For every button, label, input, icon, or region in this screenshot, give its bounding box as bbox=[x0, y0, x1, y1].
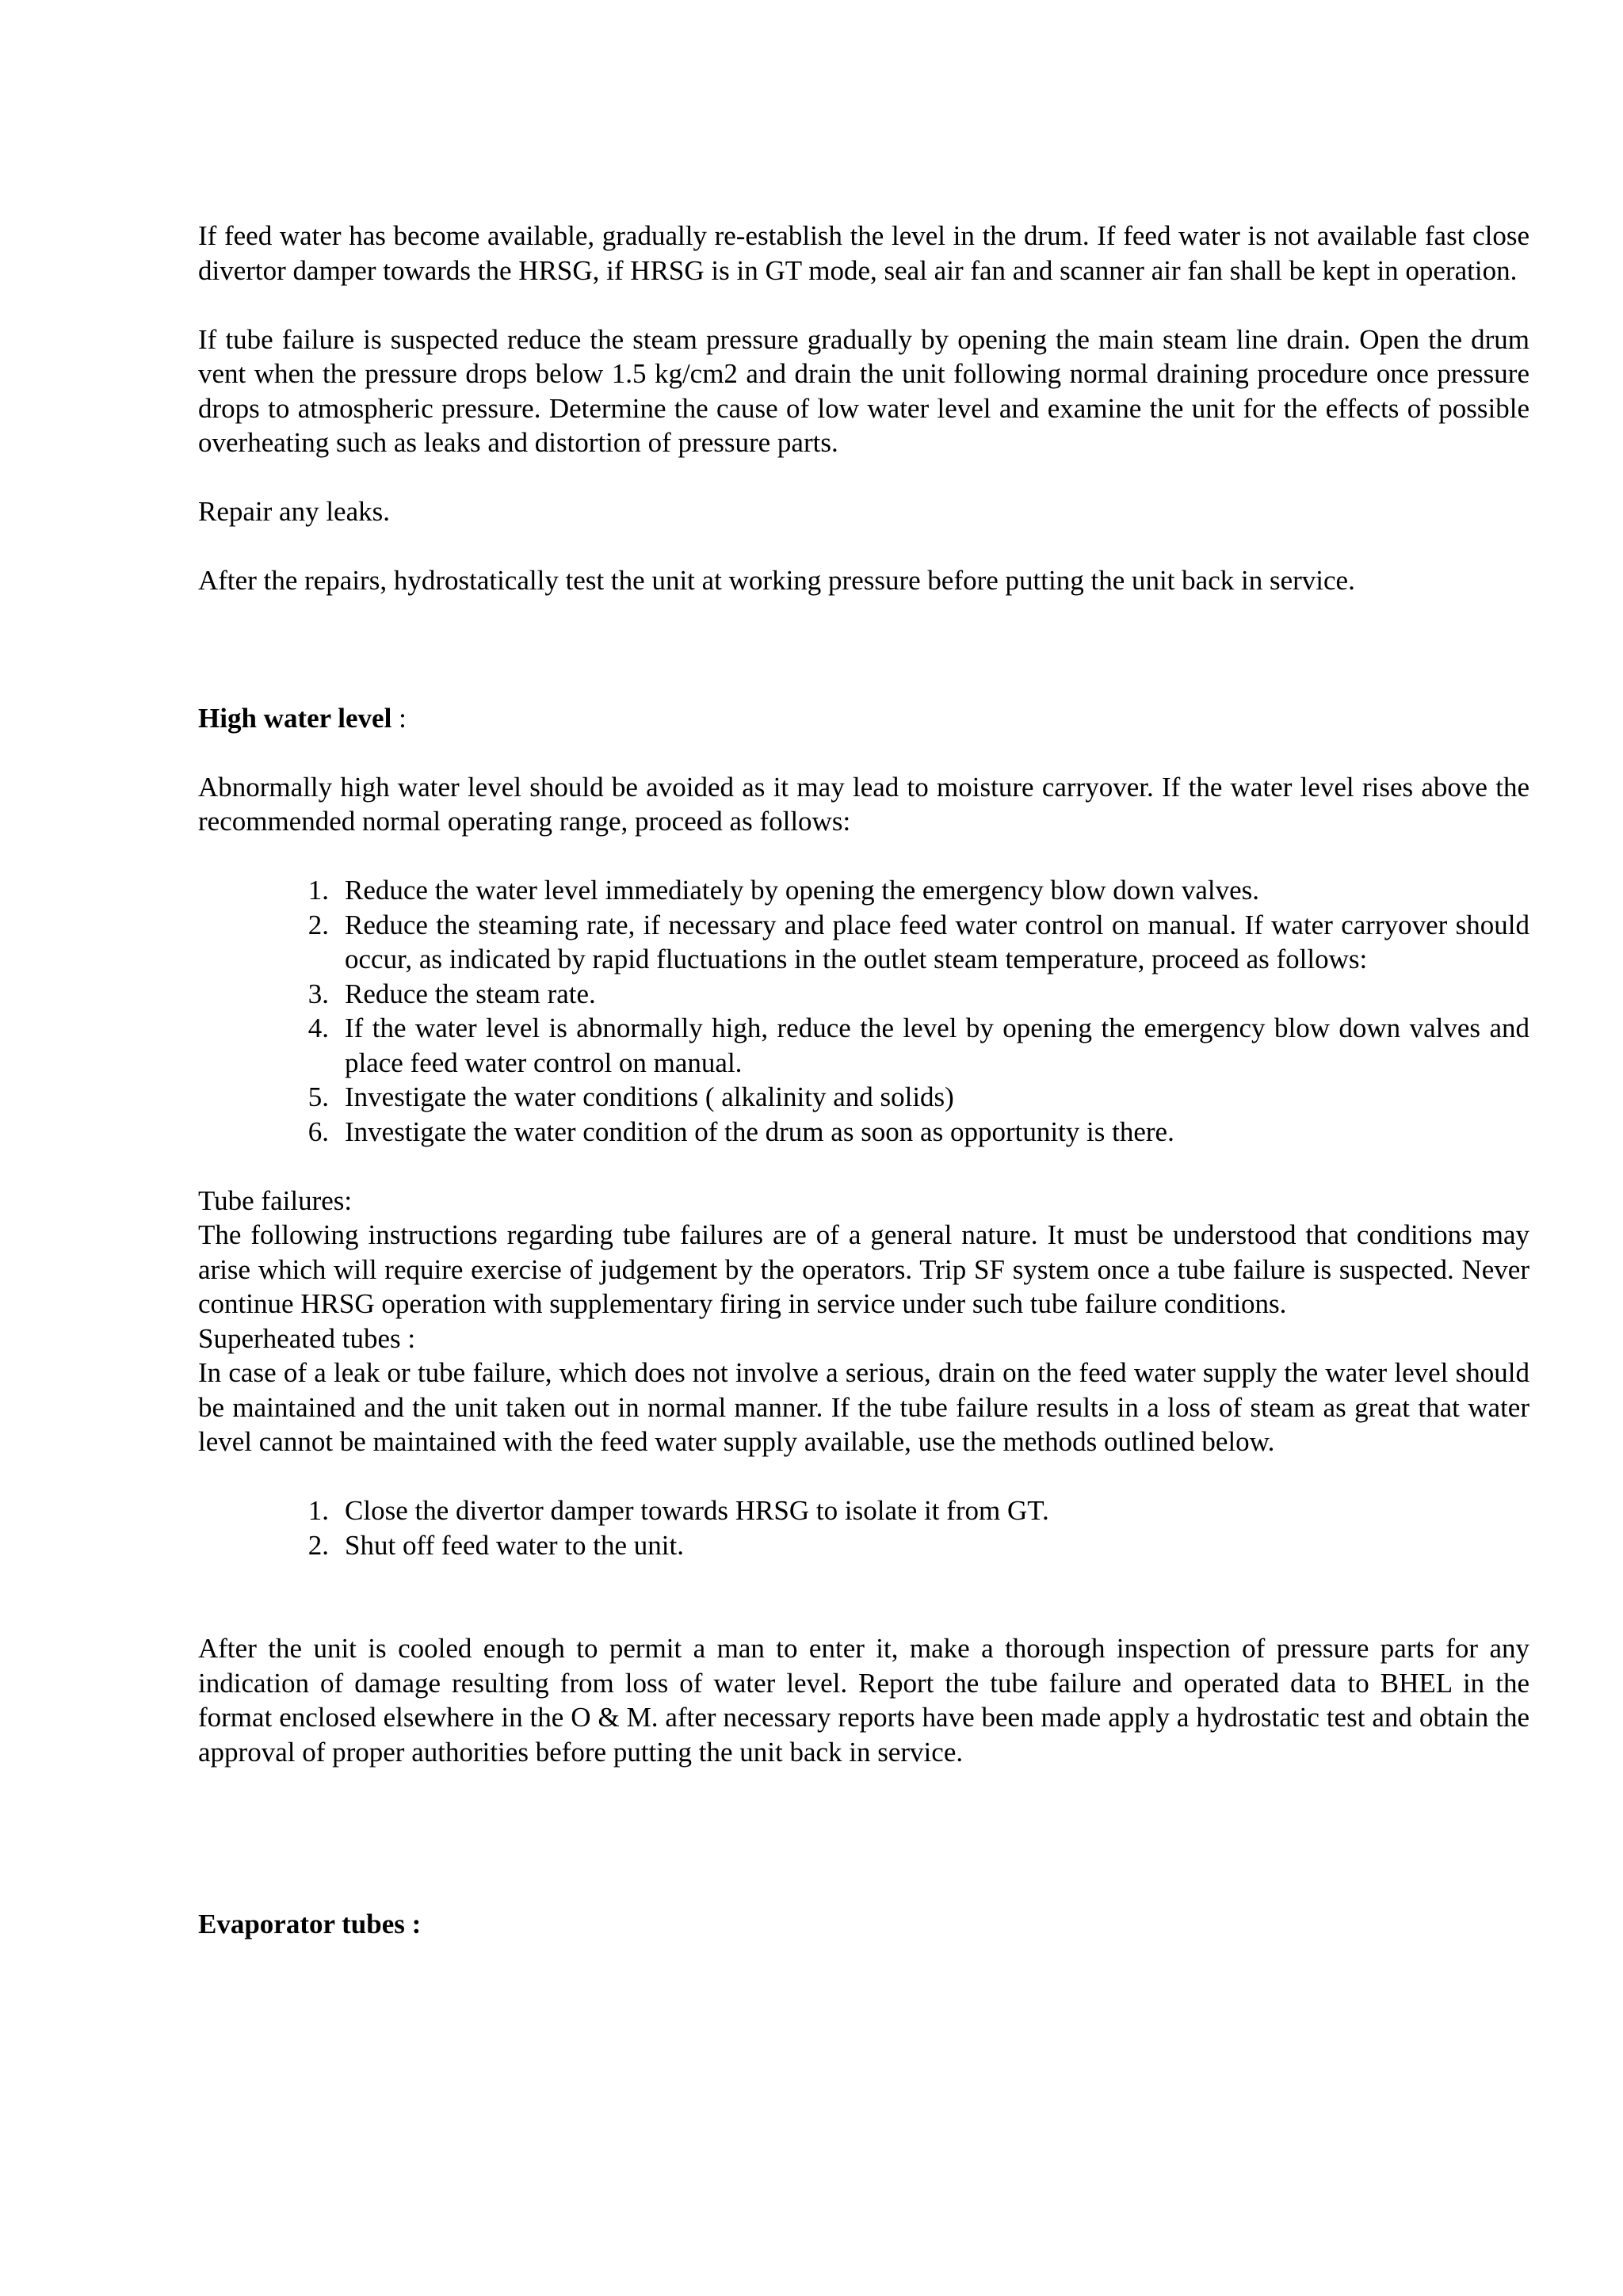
list-item-number: 6. bbox=[307, 1116, 329, 1147]
list-item-number: 5. bbox=[307, 1081, 329, 1112]
paragraph-high-water-intro: Abnormally high water level should be avoided as it may lead to moisture carryover. If the water level rises above the recommended normal operating range, proceed as follows: bbox=[198, 771, 1529, 837]
paragraph-tube-failure-suspected: If tube failure is suspected reduce the steam pressure gradually by opening the main steam line drain. Open the drum vent when the pressure drops below 1.5 kg/cm2 and drain the unit following normal draining procedure once pressure drops to atmospheric pressure. Determine the cause of low water level and examine the unit for the effects of possible overheating such as leaks and distortion of pressure parts. bbox=[198, 323, 1529, 458]
list-item-text: Investigate the water conditions ( alkalinity and solids) bbox=[345, 1081, 954, 1112]
list-item bbox=[307, 1011, 1529, 1080]
heading-evaporator-tubes-text: Evaporator tubes : bbox=[198, 1909, 422, 1939]
list-item-number: 2. bbox=[307, 909, 329, 940]
label-superheated-tubes: Superheated tubes : bbox=[198, 1322, 416, 1354]
list-item-number: 3. bbox=[307, 978, 329, 1009]
heading-evaporator-tubes bbox=[198, 1907, 1529, 1942]
list-item-number: 4. bbox=[307, 1013, 329, 1043]
list-item-text: Reduce the steaming rate, if necessary and place feed water control on manual. If water carryover should occur, as indicated by rapid fluctuations in the outlet steam temperature, proceed as follows: bbox=[345, 909, 1529, 974]
paragraph-tube-failures: The following instructions regarding tube failures are of a general nature. It must be understood that conditions may arise which will require exercise of judgement by the operators. Trip SF system once a tube failure is suspected. Never continue HRSG operation with supplementary firing in service under such tube failure conditions. bbox=[198, 1219, 1529, 1319]
list-item-text: If the water level is abnormally high, reduce the level by opening the emergency blow down valves and place feed water control on manual. bbox=[345, 1013, 1529, 1078]
paragraph-superheated-tubes: In case of a leak or tube failure, which does not involve a serious, drain on the feed water supply the water level should be maintained and the unit taken out in normal manner. If the tube failure results in a loss of steam as great that water level cannot be maintained with the feed water supply available, use the methods outlined below. bbox=[198, 1357, 1529, 1457]
list-item bbox=[307, 977, 1529, 1012]
list-item-text: Reduce the steam rate. bbox=[345, 978, 596, 1009]
list-item bbox=[307, 873, 1529, 908]
list-item bbox=[307, 908, 1529, 977]
heading-high-water-level bbox=[198, 701, 1529, 736]
label-tube-failures: Tube failures: bbox=[198, 1184, 353, 1216]
document-page bbox=[198, 219, 1529, 1942]
list-item-text: Reduce the water level immediately by opening the emergency blow down valves. bbox=[345, 875, 1259, 906]
list-item-number: 1. bbox=[307, 1495, 329, 1526]
list-item bbox=[307, 1115, 1529, 1150]
heading-high-water-level-text: High water level bbox=[198, 702, 392, 734]
paragraph-after-cooling: After the unit is cooled enough to permit a man to enter it, make a thorough inspection of pressure parts for any indication of damage resulting from loss of water level. Report the tube failure and operated data to BHEL in the format enclosed elsewhere in the O & M. after necessary reports have been made apply a hydrostatic test and obtain the approval of proper authorities before putting the unit back in service. bbox=[198, 1633, 1529, 1768]
list-item-text: Shut off feed water to the unit. bbox=[345, 1529, 684, 1561]
list-item bbox=[307, 1528, 1529, 1563]
paragraph-after-repairs: After the repairs, hydrostatically test the unit at working pressure before putting the unit back in service. bbox=[198, 565, 1355, 596]
list-item bbox=[307, 1493, 1529, 1528]
list-item-number: 1. bbox=[307, 875, 329, 906]
high-water-steps-list bbox=[198, 873, 1529, 1149]
paragraph-repair-leaks: Repair any leaks. bbox=[198, 496, 390, 527]
heading-high-water-level-suffix: : bbox=[391, 702, 407, 734]
list-item bbox=[307, 1080, 1529, 1115]
list-item-number: 2. bbox=[307, 1529, 329, 1561]
paragraph-feed-water: If feed water has become available, gradually re-establish the level in the drum. If feed water is not available fast close divertor damper towards the HRSG, if HRSG is in GT mode, seal air fan and scanner air fan shall be kept in operation. bbox=[198, 220, 1529, 286]
list-item-text: Investigate the water condition of the drum as soon as opportunity is there. bbox=[345, 1116, 1174, 1147]
list-item-text: Close the divertor damper towards HRSG to isolate it from GT. bbox=[345, 1495, 1049, 1526]
superheated-steps-list bbox=[198, 1493, 1529, 1562]
